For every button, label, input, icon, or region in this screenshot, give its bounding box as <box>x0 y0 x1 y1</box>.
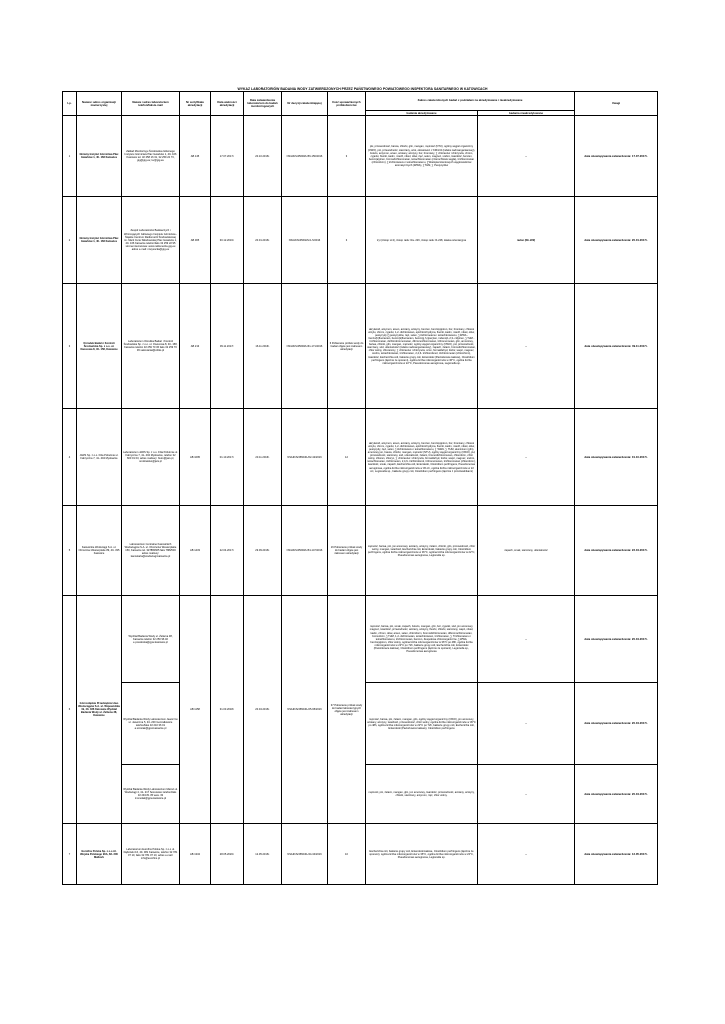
cell-lp: 1 <box>63 116 77 197</box>
cell-cert: AB 1095 <box>180 409 211 506</box>
table-row <box>63 409 658 506</box>
cell-non-accredited: - <box>478 765 575 824</box>
cell-approval-date: 20.04.2016r. <box>244 596 282 824</box>
cell-org: Główny Instytut Górnictwa Plac Gwarków 1, 40- 166 Katowice <box>77 116 122 197</box>
header-cert: Nr certyfikatu akredytacji <box>180 92 211 116</box>
cell-points: 10 <box>328 824 366 885</box>
header-valid: Data ważności akredytacji <box>211 92 244 116</box>
cell-valid: 22.04.2017r. <box>211 506 244 596</box>
cell-org: JARS Sp. z o.o. Filia Pobulmie ul. Fabryczna 7, 41- 404 Mysłowice <box>77 409 122 506</box>
cell-valid: 28.05.2020r. <box>211 824 244 885</box>
cell-approval-date: 29.09.2016r. <box>244 506 282 596</box>
cell-decision: NS/HKiS/4560/ZL/61-171/2016 <box>282 284 328 409</box>
cell-approval-date: 20.10.2016r. <box>244 116 282 197</box>
cell-remarks: data obowiązywania zatwierdzenia: 01.10.2017r. <box>575 409 658 506</box>
header-approval-date: Data zatwierdzenia laboratorium do badań monitoringowych <box>244 92 282 116</box>
cell-accredited: mętność, barwa, pH, smak, zapach, żelazo, mangan, glin, bor, cyjanki, sód, jon amonowy, magnez, twardość, przewodność, azotany, azotyny, fluorki, chlorki, siarczany, wapń, nikiel, kadm, chrom, ołów, arsen, selen, chloroform, bromodichlorometan, dibromochlorometan, bromoform, ∑THM, 1,2- dichloroetan, tetrachloroeten, trichloroeten, ∑ Trichloroetenu i tetrachloroetenu, trichlorometan, benzen, Zespołowe chloroorganiczne, ∑WWA, benzo(a)piren, chlor wolny, ogólna liczba mikroorganizmów w 36°C po 48h, ogólna liczba mikroorganizmów w 22°C po 72h, bakterie grupy coli, Escherichia coli, Enterokoki (Paciorkowce kałowe), Clostridium perfringens (łącznie ze sporami), Legionella sp., Pseudomonas aeruginosa <box>366 596 478 683</box>
cell-accredited: tryt (izotop H-3), izotop radu: Ra- 226, izotop radu: R-228, dawka orientacyjna <box>366 197 478 284</box>
header-lab: Nazwa i adres laboratorium telefon/faks/e-mail <box>122 92 180 116</box>
cell-lp: 4 <box>63 409 77 506</box>
table-row <box>63 824 658 885</box>
table-row <box>63 596 658 683</box>
cell-points: 3 <box>328 116 366 197</box>
cell-approval-date: 20.01.2016r. <box>244 197 282 284</box>
header-points: Ilość upoważnionych próbkobiorców <box>328 92 366 116</box>
cell-remarks: data obowiązywania zatwierdzenia: 09.11.2017r. <box>575 284 658 409</box>
cell-valid: 09.11.2017r. <box>211 284 244 409</box>
cell-decision: NS/HKiS/4560/ZL/54-147/2016 <box>282 506 328 596</box>
cell-org: Eurofins Polska Sp. z o.o Al. Wojska Polskiego 90A, 82- 200 Malbork <box>77 824 122 885</box>
cell-accredited: akrylamid, antymon, arsen, azotany, azotyny, benzen, benzo(a)piren, bor, bromiany, chlorek winylu, chrom, cyjanki, 1,2- dichloroetan, epichlorohydryna, fluorki, kadm, miedź, nikiel, ołów, pestycydy (∑pestycydów, rtęć, selen, ∑trichloroetenu i tetrachloroetenu, ∑WWA - benzo(b)fluoranten, benzo(k)fluoranten, benzo(g,h,i)perylen, indeno(1,2,3- cd)piren, ∑THM - trichlorometan, dichlorobromometan, dibromochlorometan, tribromometan, glin, amoniowy, barwa, chlorki, glin, mangan, mętność, ogólny węgiel organiczny (OWO), pH, przewodność, siarczany, sód, utlenialność (indeks nadmanganianowy), zapach, żelazo, bromodichlorometan, chlor wolny, chloraminy, ∑ chloranów i chlorynów, ozon, formaldehyd, fosfor, wapń, magnez, srebro, tetrachloroetan, trichloroeten, 2,4,6- trichlorofenol, trichlorometan (chloroform), twardość, Escherichia coli, bakterie grupy coli, Enterokoki (Paciorkowce kałowe), Clostridium perfringens (łącznie ze sporami), ogólna liczba mikroorganizmów w 36°C, ogólna liczba mikroorganizmów w 22°C, Pseudomonas aeruginosa, Legionella sp. <box>366 284 478 409</box>
cell-remarks: data obowiązywania zatwierdzenia: 20.04.2017r. <box>575 765 658 824</box>
cell-points: 3 <box>328 197 366 284</box>
cell-lp: 5 <box>63 506 77 596</box>
cell-approval-date: 23.11.2016r. <box>244 409 282 506</box>
cell-org: Katowickie Wodociągi S.A. ul. Obrońców Westerplatte 89, 40- 335 Katowice <box>77 506 122 596</box>
cell-non-accredited: - <box>478 409 575 506</box>
cell-remarks: data obowiązywania zatwierdzenia: 20.04.2017r. <box>575 596 658 683</box>
cell-org: Ośrodek Badań i Kontroli Środowiska Sp. z o.o. ul. Owocowa 8, 40- 158, Katowice <box>77 284 122 409</box>
cell-points: 16 Pobieranie próbek wody do badań objęte jest zakresem akredytacji <box>328 506 366 596</box>
cell-lab: Wydział Badania Wody Laboratorium Jaworzno ul. Jaworzna 5, 43- 200 Goczałkowice telefon/faks 32 210 36 01 a.szostak@gpw.katowice.pl <box>122 683 180 765</box>
table-row <box>63 197 658 284</box>
header-non-accredited: badania nieakredytowane <box>478 111 575 116</box>
cell-lab: Laboratorium JARS Sp. z o.o. Filia Pobulmie ul. Fabryczna 7, 41- 404 Mysłowice, telefon 32 600 01 03, adres mailowy: biuro@jars.pl, srodowisko@jars.pl <box>122 409 180 506</box>
table-row <box>63 284 658 409</box>
cell-remarks: data obowiązywania zatwierdzenia: 20.01.2017r. <box>575 197 658 284</box>
cell-remarks: data obowiązywania zatwierdzenia: 12.05.2017r. <box>575 824 658 885</box>
header-decision: Nr decyzji zatwierdzającej <box>282 92 328 116</box>
cell-cert: AB 1433 <box>180 506 211 596</box>
cell-org: Górnośląskie Przedsiębiorstwo Wodociągów S.A. ul. Wojewódzka 19, 40- 026 Katowice Wydział Badania Wody ul. Żeliwna 38, Katowice <box>77 596 122 824</box>
cell-decision: NS/HKiS/4560/ZL/44-34/2016 <box>282 824 328 885</box>
cell-lp: 2 <box>63 197 77 284</box>
cell-lab: Wydział Badania Wody Laboratorium Mazań ul. Wodociągi 4, 41- 217 Sosnowiec telefon/faks 32 294 81 35 wew. 33 d.smolak@gpw.katowice.pl <box>122 765 180 824</box>
header-scope: Zakres zatwierdzonych badań z podziałem na akredytowane i nieakredytowane <box>366 92 575 111</box>
cell-lab: Zespół Laboratoriów Badawczych i Wzorcujących Głównego Instytutu Górnictwa - Śląskie Centrum Radiometrii Środowiskowej im. Marii Curie Skłodowskiej Plac Gwarków 1, 40- 166 Katowice telefon/faks 32 259 22 95 strona internetowa: www.radiometria.gig.eu adres e-mail: mwysocka@gig.eu <box>122 197 180 284</box>
cell-points: 37 Pobieranie próbek wody do badań laboratoryjnych objęte jest zakresem akredytacji <box>328 596 366 824</box>
cell-decision: NS/HKiS/4560/ZL/1-5/2016 <box>282 197 328 284</box>
cell-lab: Laboratorium Centralne Katowickich Wodociągów S.A. ul. Obrońców Westerplatte 150, Katowice tel. 327882665 faks 7882503 adres mailowy: kancelaria@wodociagi.katowice.pl <box>122 506 180 596</box>
cell-approval-date: 12.05.2016r. <box>244 824 282 885</box>
cell-lab: Laboratorium Ośrodka Badań i Kontroli Środowiska Sp. z o.o. ul. Owocowa 8, 40- 158, Katowice telefon 32 259 70 36 faks 32 259 70 36 sekretariat@obiks.pl <box>122 284 180 409</box>
cell-lp: 7 <box>63 824 77 885</box>
table-row <box>63 116 658 197</box>
cell-points: 12 <box>328 409 366 506</box>
cell-points: 6 Pobieranie próbek wody do badań objęte jest zakresem akredytacji <box>328 284 366 409</box>
cell-non-accredited: - <box>478 824 575 885</box>
cell-remarks: data obowiązywania zatwierdzenia: 22.04.2017r. <box>575 506 658 596</box>
cell-cert: AB 145 <box>180 116 211 197</box>
cell-non-accredited: radon (Rn-222) <box>478 197 575 284</box>
header-remarks: Uwagi <box>575 92 658 116</box>
cell-cert: AB 1158 <box>180 596 211 824</box>
header-org: Nazwa i adres organizacji macierzystej <box>77 92 122 116</box>
cell-decision: NS/HKiS/4560/ZL/62-42/2016 <box>282 409 328 506</box>
cell-accredited: mętność, pH, żelazo, mangan, glin, jon amonowy, twardość, przewodność, azotany, azotyny, chlorki, siarczany, antymon, rtęć, chlor wolny. <box>366 765 478 824</box>
cell-lab: Zakład Monitoringu Środowiska Głównego Instytutu Górnictwa Plac Gwarków 1, 40- 166 Katowice tel. 32 258 16 31, 32 259 22 73, gig@gig.eu; kv@gig.eu <box>122 116 180 197</box>
cell-lp: 3 <box>63 284 77 409</box>
cell-org: Główny Instytut Górnictwa Plac Gwarków 1, 40- 166 Katowice <box>77 197 122 284</box>
cell-remarks: data obowiązywania zatwierdzenia: 17.07.2017r. <box>575 116 658 197</box>
laboratory-table <box>62 91 658 885</box>
cell-decision: NS/HKiS/4560/ZL/25-95/2016 <box>282 596 328 824</box>
document-title: WYKAZ LABORATORIÓW BADANIA WODY ZATWIERDZONYCH PRZEZ PAŃSTWOWEGO POWIATOWEGO INSPEKTORA SANITARNEGO W KATOWICACH <box>237 87 488 91</box>
cell-non-accredited: - <box>478 116 575 197</box>
cell-accredited: akrylamid, antymon, arsen, azotany, azotyny, benzen, benzo(a)piren, bor, bromiany, chlorek winylu, chrom, cyjanki, 1,2- dichloroetan, epichlorohydryna, fluorki, kadm, miedź, nikiel, ołów, pestycydy, rtęć, selen, ∑trichloroetenu i tetrachloroetenu, ∑ WWA, ∑ THM, aluminium (glin), amonowy jon, barwa, chlorki, mangan, mętność (NTU), ogólny węgiel organiczny (OWO), pH, przewodność, siarczany, sód, utlenialność, żelazo, bromodichlorometan, chloroform, chlor wolny, chloran, chloryn, ∑ chloranów i chlorynów, formaldehyd, fosfor, wapń, magnez, srebro, tetrachloroetan, trichloroeten, 2,4,6- trichlorofenol, tribromometan, trichlorometan (chloroform), twardość, smak, zapach, Escherichia coli, Enterokoki, Clostridium perfringens, Pseudomonas aeruginosa, ogólna liczba mikroorganizmów w 36 oC, ogólna liczba mikroorganizmów w 22 oC, Legionella sp., bakterie grupy coli, Clostridium perfringens (łącznie z przetrwalnikami) <box>366 409 478 506</box>
cell-valid: 01.10.2017r. <box>211 409 244 506</box>
cell-accredited: Escherichia coli, bakterie grupy coli, Enterokoki kałowe, Clostridium perfringens (łącznie ze sporami), ogólna liczba mikroorganizmów w 36°C, ogólna liczba mikroorganizmów w 22°C, Pseudomonas aeruginosa, Legionella sp. <box>366 824 478 885</box>
cell-lp: 6 <box>63 596 77 824</box>
cell-lab: Wydział Badania Wody ul. Żeliwna 38, Katowice telefon 32 250 96 40 e.prewlocka@gpw.katowice.pl <box>122 596 180 683</box>
cell-valid: 30.12.2016r. <box>211 197 244 284</box>
cell-lab: Laboratorium Eurofins Polska Sp. z o.o ul. Dąbrówki 16, 40- 081 Katowice, telefon 32 781 07 10, faks 32 781 07 10, adres e-mail: info@eurofins.pl <box>122 824 180 885</box>
header-accredited: badania akredytowane <box>366 111 478 116</box>
cell-cert: AB 005 <box>180 197 211 284</box>
cell-non-accredited: zapach, smak, siarczany, utlenialność <box>478 506 575 596</box>
cell-valid: 17.07.2017r. <box>211 116 244 197</box>
table-row <box>63 506 658 596</box>
cell-cert: AB 213 <box>180 284 211 409</box>
cell-non-accredited: - <box>478 596 575 683</box>
cell-non-accredited: - <box>478 284 575 409</box>
cell-accredited: pH, przewodność, barwa, chlorki, glin, mangan, mętność (NTU), ogólny węgiel organiczny (OWO), pH, przewodność, siarczany, azot, ołowiowod. z KMnO4 (indeks nadmanganianowy), żelazo, antymon, arsen, azotany, azotyny, bor, bromiany, ∑ chloranów i chlorynów, chrom, cyjanki, fluorki, kadm, miedź, nikiel, ołów, rtęć, selen, magnez, srebro, twardość, benzen, benzo(a)piren, bromodichlorometan, tetrachlorometan (czterochlorek węgla), trichlorometan (chloroform), ∑trichloroetenu i tetrachloroetenu, ∑Wielopierścieniowych węglowodorów aromatycznych (WWA), ∑THM, ∑ Pestycydów <box>366 116 478 197</box>
header-lp: Lp. <box>63 92 77 116</box>
cell-cert: AB 1334 <box>180 824 211 885</box>
cell-valid: 31.03.2018r. <box>211 596 244 824</box>
cell-decision: NS/HKiS/4560/ZL/56-156/2016 <box>282 116 328 197</box>
cell-approval-date: 16.11.2016r. <box>244 284 282 409</box>
cell-non-accredited: - <box>478 683 575 765</box>
cell-accredited: mętność, barwa, pH, żelazo, mangan, glin, ogólny węgiel organiczny (OWO), jon amonowy, azotany, azotyny, twardość, przewodność, chlor wolny, ogólna liczba mikroorganizmów w 36°C po 48h, ogólna liczba mikroorganizmów w 22°C po 72h, bakterie grupy coli, Escherichia coli, Enterokoki (Paciorkowce kałowe), Clostridium perfringens <box>366 683 478 765</box>
cell-accredited: mętność, barwa, pH, jon amonowy, azotany, azotyny, żelazo, chlorki, glin, przewodność, chlor wolny, mangan, twardość, Escherichia coli, Enterokoki, bakterie grupy coli, Clostridium perfringens, ogólna liczba mikroorganizmów w 36°C, ogólna liczba mikroorganizmów w 22°C, Pseudomonas aeruginosa, Legionella sp. <box>366 506 478 596</box>
cell-remarks: data obowiązywania zatwierdzenia: 20.04.2017r. <box>575 683 658 765</box>
